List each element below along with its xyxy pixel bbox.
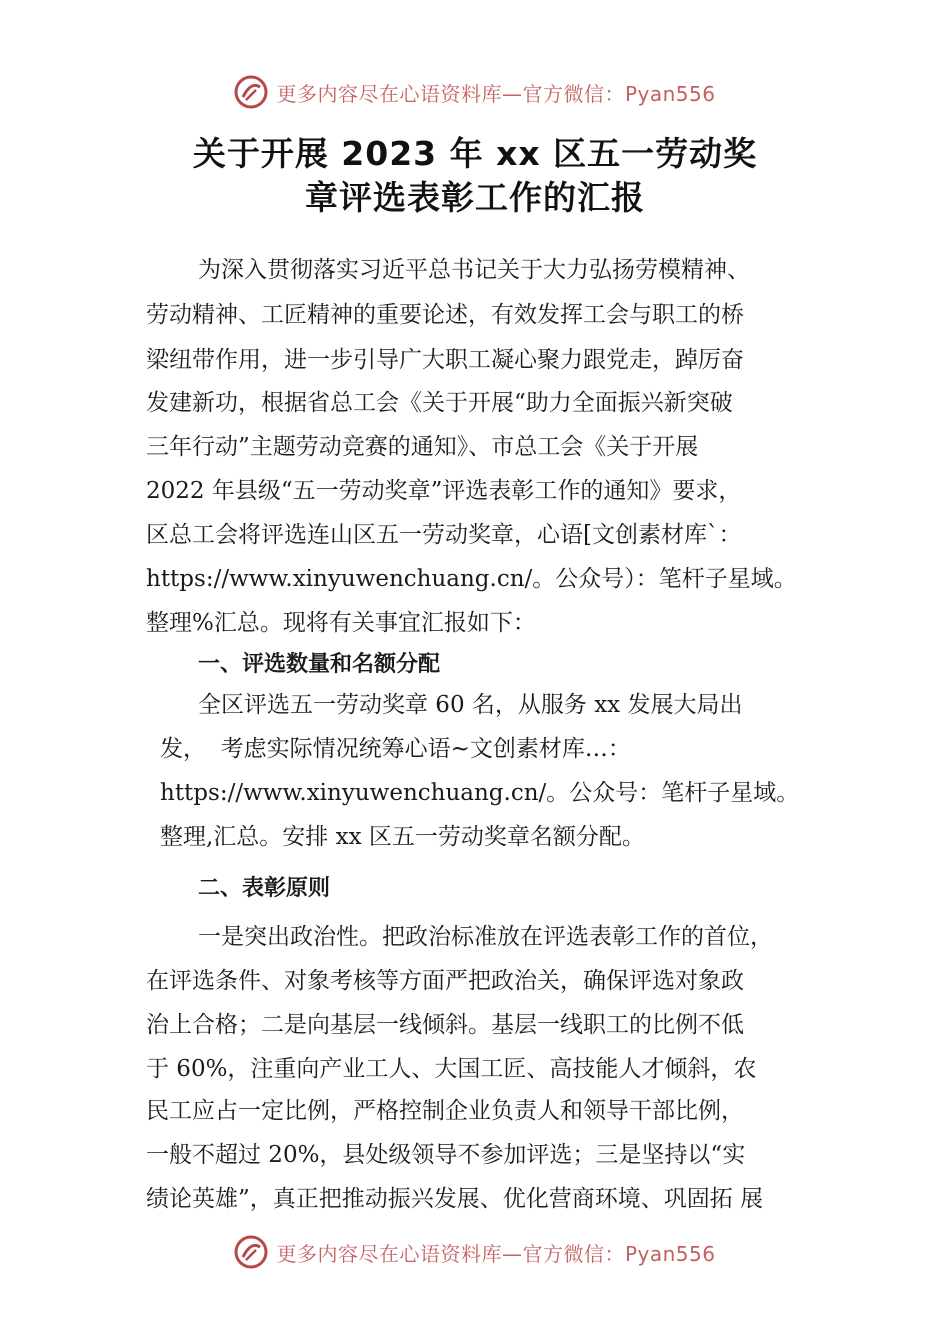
body-line: 在评选条件、对象考核等方面严把政治关，确保评选对象政 bbox=[146, 968, 744, 994]
body-line: 民工应占一定比例，严格控制企业负责人和领导干部比例， bbox=[146, 1098, 744, 1124]
body-line: 绩论英雄”，真正把推动振兴发展、优化营商环境、巩固拓 展 bbox=[146, 1186, 764, 1212]
section-heading: 一、评选数量和名额分配 bbox=[198, 652, 441, 677]
body-line: https://www.xinyuwenchuang.cn/。公众号：笔杆子星域。 bbox=[160, 780, 800, 806]
watermark-banner-top bbox=[0, 72, 950, 112]
body-line: 一般不超过 20%，县处级领导不参加评选；三是坚持以“实 bbox=[146, 1142, 746, 1168]
body-line: 梁纽带作用，进一步引导广大职工凝心聚力跟党走，踔厉奋 bbox=[146, 347, 744, 373]
body-line: 整理,汇总。安排 xx 区五一劳动奖章名额分配。 bbox=[160, 824, 645, 850]
body-line: 一是突出政治性。把政治标准放在评选表彰工作的首位， bbox=[198, 924, 773, 950]
body-line: 全区评选五一劳动奖章 60 名，从服务 xx 发展大局出 bbox=[198, 692, 743, 718]
body-line: 为深入贯彻落实习近平总书记关于大力弘扬劳模精神、 bbox=[198, 257, 750, 283]
document-title-line-2: 章评选表彰工作的汇报 bbox=[305, 178, 645, 217]
body-line: 劳动精神、工匠精神的重要论述，有效发挥工会与职工的桥 bbox=[146, 302, 744, 328]
body-line: 于 60%，注重向产业工人、大国工匠、高技能人才倾斜，农 bbox=[146, 1056, 757, 1082]
body-line: 区总工会将评选连山区五一劳动奖章，心语[文创素材库`： bbox=[146, 522, 742, 548]
watermark-text: 更多内容尽在心语资料库—官方微信：Pyan556 bbox=[276, 1241, 716, 1266]
watermark-banner-bottom bbox=[0, 1232, 950, 1272]
body-line: 三年行动”主题劳动竞赛的通知》、市总工会《关于开展 bbox=[146, 434, 699, 460]
logo-icon bbox=[234, 75, 268, 109]
body-line: 2022 年县级“五一劳动奖章”评选表彰工作的通知》要求， bbox=[146, 478, 742, 504]
body-line: https://www.xinyuwenchuang.cn/。公众号）：笔杆子星域。 bbox=[146, 566, 797, 592]
body-line: 发建新功，根据省总工会《关于开展“助力全面振兴新突破 bbox=[146, 390, 733, 416]
body-line: 整理%汇总。现将有关事宜汇报如下： bbox=[146, 610, 536, 636]
body-line: 发， 考虑实际情况统筹心语~文创素材库…： bbox=[160, 736, 631, 762]
document-title-line-1: 关于开展 2023 年 xx 区五一劳动奖 bbox=[192, 134, 758, 173]
body-line: 治上合格；二是向基层一线倾斜。基层一线职工的比例不低 bbox=[146, 1012, 744, 1038]
logo-icon bbox=[234, 1235, 268, 1269]
watermark-text: 更多内容尽在心语资料库—官方微信：Pyan556 bbox=[276, 81, 716, 106]
section-heading: 二、表彰原则 bbox=[198, 876, 331, 901]
